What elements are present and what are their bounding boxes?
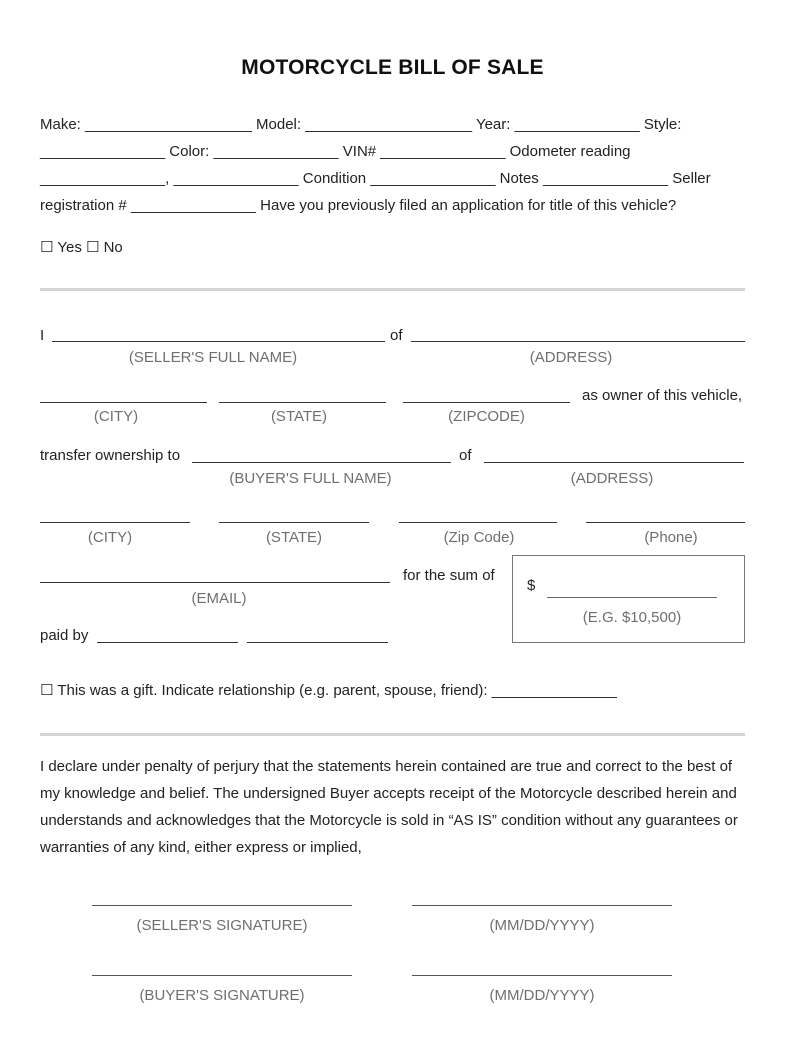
seller-state-field[interactable] <box>219 402 386 403</box>
buyer-of-text: of <box>459 447 472 464</box>
sale-amount-box <box>512 555 745 643</box>
payment-method-field-2[interactable] <box>247 642 388 643</box>
document-title: MOTORCYCLE BILL OF SALE <box>241 56 544 79</box>
sale-amount-hint: (E.G. $10,500) <box>582 609 682 626</box>
buyer-date-label: (MM/DD/YYYY) <box>489 987 595 1004</box>
buyer-state-field[interactable] <box>219 522 369 523</box>
owner-text: as owner of this vehicle, <box>582 387 743 404</box>
currency-symbol: $ <box>527 577 536 594</box>
seller-city-field[interactable] <box>40 402 207 403</box>
sale-amount-field[interactable] <box>547 597 717 598</box>
buyer-city-label: (CITY) <box>87 529 133 546</box>
seller-date-label: (MM/DD/YYYY) <box>489 917 595 934</box>
declaration-line-3: understands and acknowledges that the Motorcycle is sold in “AS IS” condition without any guarantees or <box>40 812 738 829</box>
buyer-zip-label: (Zip Code) <box>443 529 515 546</box>
seller-prefix: I <box>40 327 45 344</box>
seller-signature-field[interactable] <box>92 905 352 906</box>
title-filed-yes-no-checkboxes[interactable]: ☐ Yes ☐ No <box>40 239 123 256</box>
buyer-city-field[interactable] <box>40 522 190 523</box>
seller-address-field[interactable] <box>411 341 745 342</box>
buyer-name-field[interactable] <box>192 462 451 463</box>
vehicle-line-3[interactable]: _______________, _______________ Condition _______________ Notes _______________ Seller <box>40 170 711 187</box>
buyer-email-label: (EMAIL) <box>191 590 247 607</box>
buyer-address-label: (ADDRESS) <box>570 470 654 487</box>
buyer-signature-field[interactable] <box>92 975 352 976</box>
seller-of-text: of <box>390 327 403 344</box>
seller-name-label: (SELLER'S FULL NAME) <box>128 349 298 366</box>
seller-date-field[interactable] <box>412 905 672 906</box>
sum-text: for the sum of <box>403 567 495 584</box>
buyer-date-field[interactable] <box>412 975 672 976</box>
transfer-text: transfer ownership to <box>40 447 181 464</box>
buyer-name-label: (BUYER'S FULL NAME) <box>229 470 392 487</box>
vehicle-line-4[interactable]: registration # _______________ Have you previously filed an application for title of this vehicle? <box>40 197 677 214</box>
gift-checkbox-line[interactable]: ☐ This was a gift. Indicate relationship (e.g. parent, spouse, friend): _______________ <box>40 682 617 699</box>
section-divider-2 <box>40 733 745 736</box>
declaration-line-4: warranties of any kind, either express or implied, <box>40 839 362 856</box>
declaration-line-2: my knowledge and belief. The undersigned Buyer accepts receipt of the Motorcycle described herein and <box>40 785 737 802</box>
buyer-address-field[interactable] <box>484 462 744 463</box>
seller-name-field[interactable] <box>52 341 385 342</box>
buyer-zip-field[interactable] <box>399 522 557 523</box>
paid-by-text: paid by <box>40 627 89 644</box>
seller-address-label: (ADDRESS) <box>529 349 613 366</box>
seller-city-label: (CITY) <box>93 408 139 425</box>
vehicle-line-1[interactable]: Make: ____________________ Model: ____________________ Year: _______________ Style: <box>40 116 682 133</box>
buyer-email-field[interactable] <box>40 582 390 583</box>
payment-method-field-1[interactable] <box>97 642 238 643</box>
section-divider <box>40 288 745 291</box>
seller-zip-label: (ZIPCODE) <box>448 408 525 425</box>
buyer-phone-field[interactable] <box>586 522 745 523</box>
vehicle-line-2[interactable]: _______________ Color: _______________ VIN# _______________ Odometer reading <box>40 143 631 160</box>
buyer-phone-label: (Phone) <box>644 529 698 546</box>
seller-signature-label: (SELLER'S SIGNATURE) <box>136 917 308 934</box>
buyer-signature-label: (BUYER'S SIGNATURE) <box>139 987 305 1004</box>
seller-zip-field[interactable] <box>403 402 570 403</box>
buyer-state-label: (STATE) <box>265 529 323 546</box>
seller-state-label: (STATE) <box>270 408 328 425</box>
declaration-line-1: I declare under penalty of perjury that the statements herein contained are true and correct to the best of <box>40 758 733 775</box>
